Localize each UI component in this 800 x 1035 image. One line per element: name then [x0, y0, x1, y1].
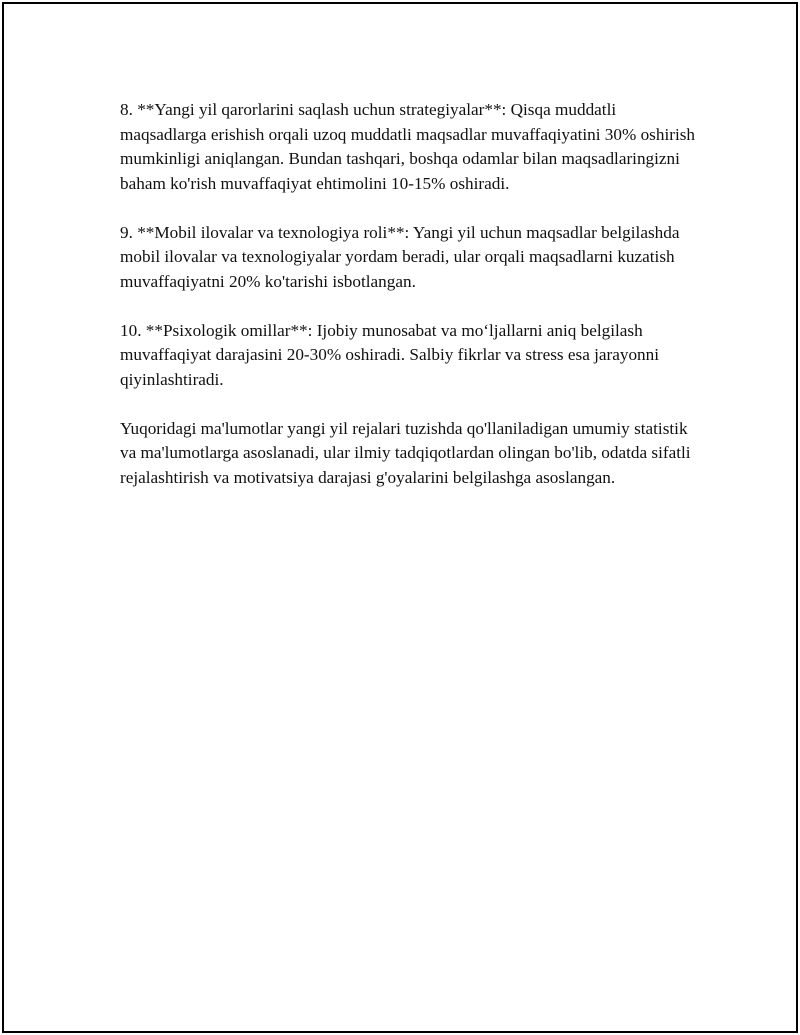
paragraph-summary: Yuqoridagi ma'lumotlar yangi yil rejalari tuzishda qo'llaniladigan umumiy statistik va ma'lumotlarga asoslanadi, ular ilmiy tadqiqotlardan olingan bo'lib, odatda sifatli rejalashtirish va motivatsiya darajasi g'oyalarini belgilashga asoslangan.	[120, 418, 691, 487]
document-body	[120, 98, 700, 515]
paragraph-mobile-apps: 9. **Mobil ilovalar va texnologiya roli**: Yangi yil uchun maqsadlar belgilashda mobil ilovalar va texnologiyalar yordam beradi, ular orqali maqsadlarni kuzatish muvaffaqiyatni 20% ko'tarishi isbotlangan.	[120, 222, 680, 291]
paragraph-psychological-factors: 10. **Psixologik omillar**: Ijobiy munosabat va mo‘ljallarni aniq belgilash muvaffaqiyat darajasini 20-30% oshiradi. Salbiy fikrlar va stress esa jarayonni qiyinlashtiradi.	[120, 320, 660, 389]
document-page	[2, 2, 798, 1033]
paragraph-strategies: 8. **Yangi yil qarorlarini saqlash uchun strategiyalar**: Qisqa muddatli maqsadlarga erishish orqali uzoq muddatli maqsadlar muvaffaqiyatini 30% oshirish mumkinligi aniqlangan. Bundan tashqari, boshqa odamlar bilan maqsadlaringizni baham ko'rish muvaffaqiyat ehtimolini 10-15% oshiradi.	[120, 100, 696, 193]
